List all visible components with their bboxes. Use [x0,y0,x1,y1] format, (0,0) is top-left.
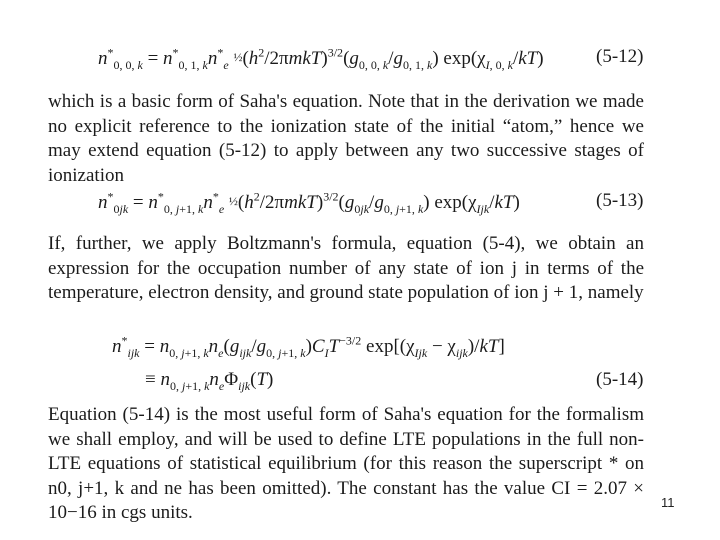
paragraph-1 [48,90,644,188]
paragraph-3-text: Equation (5-14) is the most useful form of Saha's equation for the formalism we shall employ, and will be used to define LTE populations in the full non-LTE equations of statistical equilibrium (for this reason the superscript * on n0, j+1, k and ne has been omitted). The constant has the value CI = 2.07 × 10−16 in cgs units. [48,404,644,523]
paragraph-1-text: which is a basic form of Saha's equation. Note that in the derivation we made no explicit reference to the ionization state of the initial “atom,” hence we may extend equation (5-12) to apply between any two successive stages of ionization [48,91,644,186]
slide-page-number: 11 [661,495,675,510]
equation-number-5-12: (5-12) [596,46,644,67]
equation-number-5-14: (5-14) [596,369,644,390]
equation-5-14-line-1: $n^*_{ijk} = n_{0, j+1, k}n_e(g_{ijk}/g_{0, j+1, k})C_IT^{-3/2}$ $\exp[(\chi_{Ijk} - \chi_{ijk})/kT]$ [112,333,505,360]
equation-5-14-line-2: ≡ $n_{0, j+1, k}n_e\Phi_{ijk}(T)$ [145,369,274,393]
paragraph-2-text: If, further, we apply Boltzmann's formula, equation (5-4), we obtain an expression for the occupation number of any state of ion j in terms of the temperature, electron density, and ground state population of ion j + 1, namely [48,233,644,303]
paragraph-3 [48,403,644,526]
equation-5-13: $n^*_{0jk} = n^*_{0, j+1, k}n^*_e$ $\frac{1}{2}(h^2/2\pi mkT)^{3/2}(g_{0jk}/g_{0, j+1, k})$ $\exp(\chi_{Ijk}/kT)$ [98,189,520,216]
equation-5-12: $n^*_{0, 0, k} = n^*_{0, 1, k}n^*_e$ $\frac{1}{2}(h^2/2\pi mkT)^{3/2}(g_{0, 0, k}/g_{0, 1, k})$ $\exp(\chi_{I, 0, k}/kT)$ [98,45,544,72]
equation-number-5-13: (5-13) [596,190,644,211]
paragraph-2 [48,232,644,306]
